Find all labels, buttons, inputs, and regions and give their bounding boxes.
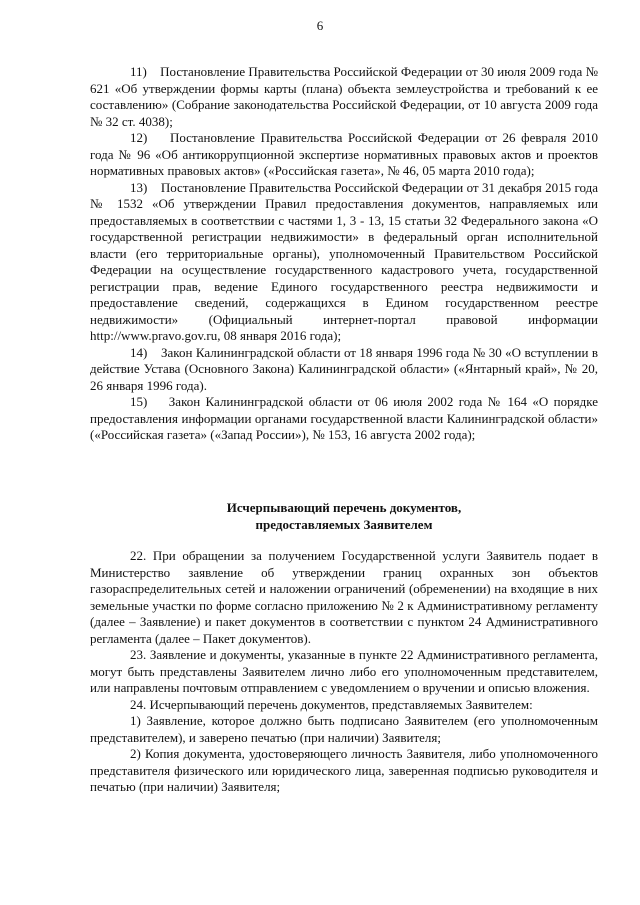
legal-basis-list	[90, 64, 598, 444]
section-heading-line-2: предоставляемых Заявителем	[255, 516, 433, 532]
law-item-14: 14) Закон Калининградской области от 18 января 1996 года № 30 «О вступлении в действие Устава (Основного Закона) Калининградской области» («Янтарный край», № 20, 26 января 1996 года).	[90, 344, 598, 393]
page-number: 6	[316, 18, 324, 33]
paragraph-24: 24. Исчерпывающий перечень документов, представляемых Заявителем:	[130, 696, 533, 712]
document-item-1: 1) Заявление, которое должно быть подписано Заявителем (его уполномоченным представителем), и заверено печатью (при наличии) Заявителя;	[90, 713, 598, 745]
law-item-13: 13) Постановление Правительства Российской Федерации от 31 декабря 2015 года № 1532 «Об утверждении Правил предоставления документов, направляемых или предоставляемых в соответствии с частями 1, 3 - 13, 15 статьи 32 Федерального закона «О государственной регистрации недвижимости» в федеральный орган исполнительной власти (его территориальные органы), уполномоченный Правительством Российской Федерации на осуществление государственного кадастрового учета, государственной регистрации прав, ведение Единого государственного реестра недвижимости и предоставление сведений, содержащихся в Едином государственном реестре недвижимости» (Официальный интернет-портал правовой информации http://www.pravo.gov.ru, 08 января 2016 года);	[90, 179, 598, 343]
document-item-2: 2) Копия документа, удостоверяющего личность Заявителя, либо уполномоченного представителя физического или юридического лица, заверенная подписью руководителя и печатью (при наличии) Заявителя;	[90, 746, 598, 794]
law-item-15: 15) Закон Калининградской области от 06 июля 2002 года № 164 «О порядке предоставления информации органами государственной власти Калининградской области» («Российская газета» («Запад России»), № 153, 16 августа 2002 года);	[90, 394, 598, 442]
paragraph-23: 23. Заявление и документы, указанные в пункте 22 Административного регламента, могут быть представлены Заявителем лично либо его уполномоченным представителем, или направлены почтовым отправлением с уведомлением о вручении и описью вложения.	[90, 647, 598, 695]
documents-section	[90, 548, 598, 796]
section-heading-line-1: Исчерпывающий перечень документов,	[226, 500, 462, 515]
law-item-11: 11) Постановление Правительства Российской Федерации от 30 июля 2009 года № 621 «Об утверждении формы карты (плана) объекта землеустройства и требований к ее составлению» (Собрание законодательства Российской Федерации, от 10 августа 2009 года № 32 ст. 4038);	[90, 64, 598, 129]
section-heading	[90, 500, 598, 533]
law-item-12: 12) Постановление Правительства Российской Федерации от 26 февраля 2010 года № 96 «Об антикоррупционной экспертизе нормативных правовых актов и проектов нормативных правовых актов» («Российская газета», № 46, 05 марта 2010 года);	[90, 130, 598, 178]
paragraph-22: 22. При обращении за получением Государственной услуги Заявитель подает в Министерство заявление об утверждении границ охранных зон объектов газораспределительных сетей и наложении ограничений (обременении) на входящие в них земельные участки по форме согласно приложению № 2 к Административному регламенту (далее – Заявление) и пакет документов в соответствии с пунктом 24 Административного регламента (далее – Пакет документов).	[90, 548, 598, 646]
